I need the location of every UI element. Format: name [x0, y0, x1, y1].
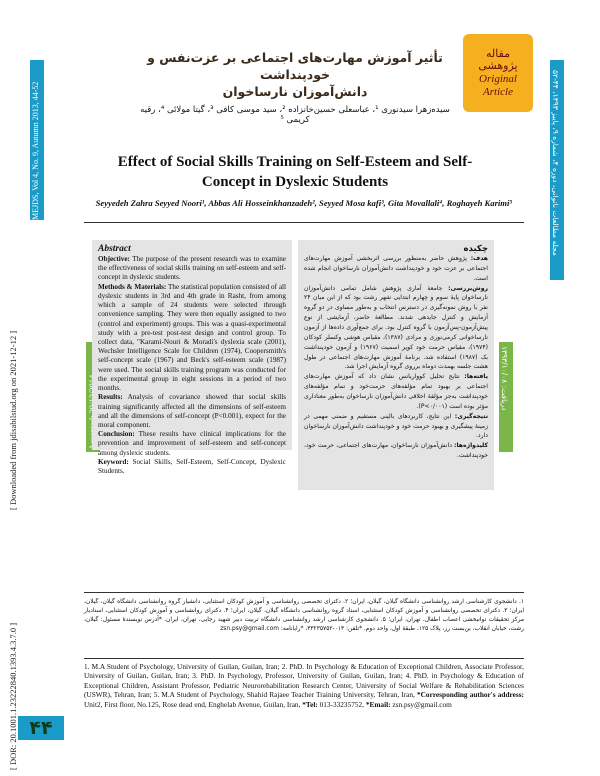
- persian-abstract-body: [304, 254, 488, 461]
- results-label: Results:: [98, 393, 123, 402]
- persian-authors: سیده‌زهرا سیدنوری ¹، عباسعلی حسین‌خانزاده ²، سید موسی کافی ³، گیتا مولائی ⁴، رقیه کریمی ⁵: [140, 105, 450, 125]
- received-date-tab: [499, 342, 513, 452]
- tel-label: *Tel:: [302, 699, 318, 709]
- persian-title-line2: دانش‌آموزان نارساخوان: [222, 83, 368, 99]
- fa-keywords-text: دانش‌آموزان نارساخوان، مهارت‌های اجتماعی، حرمت خود، خودپنداشت.: [304, 442, 488, 460]
- english-abstract-heading: Abstract: [98, 244, 131, 254]
- english-abstract-box: [92, 240, 292, 476]
- corresponding-address: Unit2, First floor, No.125, Rose dead end, Enghelab Avenue, Guilan, Iran,: [84, 699, 303, 709]
- persian-abstract-box: [298, 240, 494, 490]
- fa-keywords-label: کلیدواژه‌ها:: [454, 442, 488, 450]
- fa-results-label: یافته‌ها:: [464, 373, 488, 381]
- conclusion-label: Conclusion:: [98, 430, 135, 439]
- fa-methods-label: روش‌بررسی:: [448, 284, 488, 292]
- methods-text: The statistical population consisted of all dyslexic students in 3rd and 4th grade in Rasht, from among which a sample of 24 students were selected through convenience sampling. They were then equally assigned to two (control and experiment) groups. This was a quasi-experimental study with a pre-test post-test design and control group. To collect data, "Karami-Nouri & Moradi's dyslexia scale (2001), Wechsler Intelligence Scale for Children (1974), Coopersmith's self-concept scale (1967) and Beck's self-esteem scale (1987) were used. The social skills training program was conducted for the experimental group in eight sessions in a period of two months.: [98, 282, 287, 393]
- badge-en-line1: Original: [479, 73, 517, 85]
- email-label: *Email:: [365, 699, 391, 709]
- fa-methods-text: جامعهٔ آماری پژوهش شامل تمامی دانش‌آموزان نارساخوان پایهٔ سوم و چهارم ابتدایی شهر رشت بود که از این میان ۲۴ نفر با روش نمونه‌گیری در دسترس انتخاب و به‌طور مساوی در دو گروه آزمایش و کنترل جایدهی شدند. مطالعهٔ حاضر، آزمایشی از نوع پیش‌آزمون-پس‌آزمون با گروه کنترل بود. برای جمع‌آوری داده‌ها از آزمون نارساخوانی کرمی‌نوری و مرادی (۱۳۸۷)، مقیاس هوشی وکسلر کودکان (۱۹۷۴)، مقیاس حرمت خود کوپر اسمیت (۱۹۶۷) و آزمون خودپنداشت بک (۱۹۸۷) استفاده شد. برنامهٔ آموزش مهارت‌های اجتماعی در طول هشت جلسه بهمدت دوماه برروی گروه آزمایش اجرا شد.: [304, 284, 489, 371]
- english-title-line1: Effect of Social Skills Training on Self-Esteem and Self-: [117, 154, 473, 170]
- right-journal-citation: مجله مطالعات ناتوانی، دوره ۴، شماره ۹، پاییز ۱۳۹۳، ۴۴-۵۲: [551, 70, 560, 256]
- download-note: [ Downloaded from jdisabilstud.org on 2021-12-12 ]: [8, 330, 18, 510]
- methods-label: Methods & Materials:: [98, 282, 167, 291]
- badge-en-line2: Article: [483, 85, 513, 98]
- footnote-divider-2: [84, 658, 524, 659]
- left-journal-citation: MEJDS, Vol 4, No. 9, Autumn 2013, 44-52: [31, 81, 40, 220]
- doi-note: [ DOR: 20.1001.1.23222840.1393.4.3.7.0 ]: [8, 622, 18, 770]
- keywords-text: Social Skills, Self-Esteem, Self-Concept, Dyslexic Students.: [98, 457, 286, 476]
- objective-text: The purpose of the present research was to examine the effectiveness of social skills training on self-esteem and self-concept in dyslexic students.: [98, 255, 286, 282]
- fa-objective-label: هدف:: [470, 255, 488, 262]
- page-number: ۴۴: [18, 716, 64, 740]
- english-title: [105, 152, 485, 193]
- results-text: Analysis of covariance showed that social skills training significantly affected all the dimensions of self-esteem and all the dimensions of self-concept (P<0.001), expect for the moral component.: [98, 393, 286, 429]
- conclusion-text: These results have clinical implications for the prevention and improvement of self-esteem and self-concept among dyslexic students.: [98, 430, 286, 457]
- fa-conclusion-text: این نتایج، کاربردهای بالینی مستقیم و ضمنی مهمی در زمینهٔ پیشگیری و بهبود حرمت خود و خودپنداشت دانش‌آموزان نارساخوان دارد.: [304, 412, 488, 440]
- english-abstract-body: [98, 255, 286, 476]
- english-authors: Seyyedeh Zahra Seyyed Noori¹, Abbas Ali Hosseinkhanzadeh², Seyyed Mosa kafi³, Gita Movallali⁴, Roghayeh Karimi⁵: [95, 198, 513, 208]
- fa-objective-text: پژوهش حاضر به‌منظور بررسی اثربخشی آموزش مهارت‌های اجتماعی بر عزت خود و خودپنداشت دانش‌آموزان نارساخوان انجام شده است.: [304, 255, 488, 282]
- english-footnotes-text: 1. M.A Student of Psychology, University of Guilan, Guilan, Iran; 2. PhD. In Psychology & Education of Exceptional Children, Associate Professor, University of Guilan, Guilan, Iran; 3. PhD. In Psychology, Professor, University of Guilan, Guilan, Iran; 4. PhD. in Psychology & Education of Exceptional Children, Assistant Professor, Pediatric Neurorehabilitation Research Center, University of Social Welfare & Rehabilitation Sciences (USWR), Tehran, Iran; 5. M.A Student of Psychology, Shahid Rajaee Teacher Training University, Tehran, Iran,: [84, 662, 524, 700]
- email-value: zsn.psy@gmail.com: [390, 699, 452, 709]
- corresponding-label: *Corresponding author's address:: [417, 690, 524, 700]
- persian-footnotes: ۱. دانشجوی کارشناسی ارشد روانشناسی دانشگاه گیلان، گیلان، ایران؛ ۲. دکترای تخصصی روانشناسی و آموزش کودکان استثنایی، دانشیار گروه روانشناسی دانشگاه گیلان، گیلان، ایران؛ ۳. دکترای تخصصی روانشناسی و آموزش کودکان استثنایی، استاد گروه روانشناسی دانشگاه گیلان، گیلان، ایران؛ ۴. دکترای روانشناسی و آموزش کودکان استثنایی، استادیار مرکز تحقیقات توانبخشی اعصاب اطفال، تهران، ایران؛ ۵. دانشجوی کارشناسی ارشد روانشناسی دانشگاه تربیت دبیر شهید رجایی، تهران، ایران. *آدرس نویسندهٔ مسئول: گیلان، رشت، خیابان انقلاب، بن‌بست رز، پلاک ۱۲۵، طبقهٔ اول، واحد دوم. *تلفن: ۰۱۳-۳۳۲۳۵۷۵۲، *رایانامه: zsn.psy@gmail.com: [84, 599, 524, 633]
- tel-value: 013-33235752,: [317, 699, 366, 709]
- fa-conclusion-label: نتیجه‌گیری:: [454, 412, 488, 420]
- persian-title: [140, 50, 450, 101]
- received-date: دریافت: ۱۳۹۳/۱۰/۰۸: [500, 346, 509, 411]
- badge-fa-line1: مقاله: [485, 47, 511, 60]
- footnote-divider: [84, 592, 524, 593]
- english-footnotes: [84, 662, 524, 709]
- fa-results-text: نتایج تحلیل کوواریانس نشان داد که آموزش مهارت‌های اجتماعی بر بهبود تمام مؤلفه‌های حرمت‌خود و تمام مؤلفه‌های خودپنداشت به‌جز مؤلفهٔ اخلاقی دانش‌آموزان نارساخوان به‌طور معناداری مؤثر بوده است (P<۰/۰۰۱).: [304, 373, 488, 410]
- article-type-badge: [463, 34, 533, 112]
- badge-fa-line2: پژوهشی: [478, 60, 518, 73]
- persian-title-line1: تأثیر آموزش مهارت‌های اجتماعی بر عزت‌نفس و خودپنداشت: [147, 50, 443, 82]
- persian-abstract-heading: چکیده: [463, 244, 488, 254]
- objective-label: Objective:: [98, 255, 130, 263]
- english-title-line2: Concept in Dyslexic Students: [201, 174, 389, 191]
- title-divider: [84, 222, 524, 223]
- keywords-label: Keyword:: [98, 457, 129, 466]
